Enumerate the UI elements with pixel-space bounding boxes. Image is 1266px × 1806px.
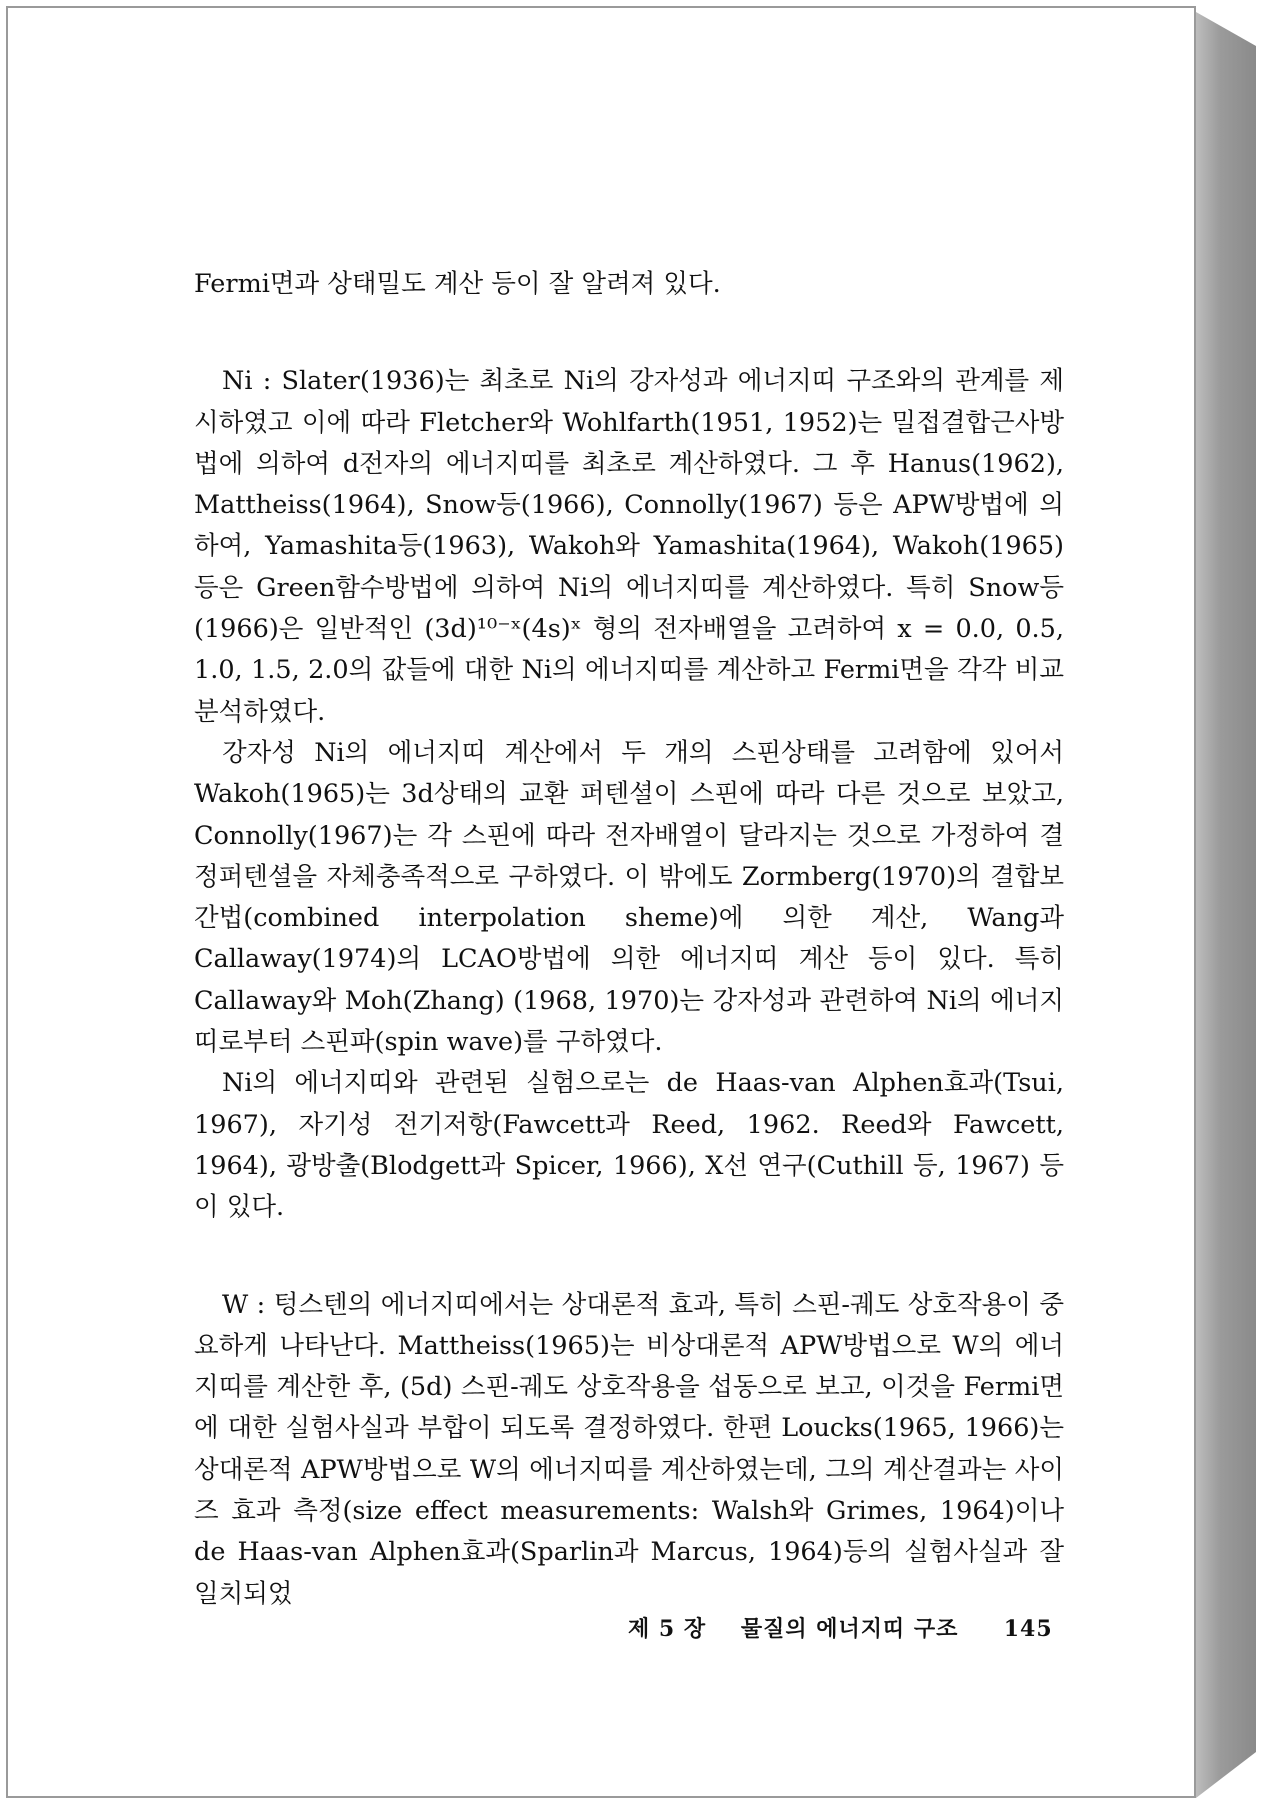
page-body — [194, 264, 1064, 1615]
footer-chapter: 제 5 장 — [628, 1616, 707, 1642]
paragraph-ni-experiments: Ni의 에너지띠와 관련된 실험으로는 de Haas-van Alphen효과(Tsui, 1967), 자기성 전기저항(Fawcett과 Reed, 1962. Reed와 Fawcett, 1964), 광방출(Blodgett과 Spicer, 1966), X선 연구(Cuthill 등, 1967) 등이 있다. — [194, 1068, 1064, 1223]
paragraph-ni-spin-states: 강자성 Ni의 에너지띠 계산에서 두 개의 스핀상태를 고려함에 있어서 Wakoh(1965)는 3d상태의 교환 퍼텐셜이 스핀에 따라 다른 것으로 보았고, Connolly(1967)는 각 스핀에 따라 전자배열이 달라지는 것으로 가정하여 결정퍼텐셜을 자체충족적으로 구하였다. 이 밖에도 Zormberg(1970)의 결합보간법(combined interpolation sheme)에 의한 계산, Wang과 Callaway(1974)의 LCAO방법에 의한 에너지띠 계산 등이 있다. 특히 Callaway와 Moh(Zhang) (1968, 1970)는 강자성과 관련하여 Ni의 에너지띠로부터 스핀파(spin wave)를 구하였다. — [194, 737, 1064, 1058]
section-gap — [194, 305, 1064, 361]
footer-title: 물질의 에너지띠 구조 — [740, 1616, 959, 1642]
page-edge-shadow — [1196, 12, 1256, 1798]
page-footer — [628, 1612, 1053, 1643]
paragraph-ni-calculations: Ni : Slater(1936)는 최초로 Ni의 강자성과 에너지띠 구조와의 관계를 제시하였고 이에 따라 Fletcher와 Wohlfarth(1951, 1952)는 밀접결합근사방법에 의하여 d전자의 에너지띠를 최초로 계산하였다. 그 후 Hanus(1962), Mattheiss(1964), Snow등(1966), Connolly(1967) 등은 APW방법에 의하여, Yamashita등(1963), Wakoh와 Yamashita(1964), Wakoh(1965) 등은 Green함수방법에 의하여 Ni의 에너지띠를 계산하였다. 특히 Snow등(1966)은 일반적인 (3d)¹⁰⁻ˣ(4s)ˣ 형의 전자배열을 고려하여 x = 0.0, 0.5, 1.0, 1.5, 2.0의 값들에 대한 Ni의 에너지띠를 계산하고 Fermi면을 각각 비교분석하였다. — [194, 366, 1064, 727]
paragraph-fermi-intro: Fermi면과 상태밀도 계산 등이 잘 알려져 있다. — [194, 269, 721, 299]
section-gap — [194, 1229, 1064, 1285]
page-number: 145 — [1003, 1616, 1053, 1642]
book-page — [6, 6, 1196, 1798]
paragraph-tungsten: W : 텅스텐의 에너지띠에서는 상대론적 효과, 특히 스핀-궤도 상호작용이 중요하게 나타난다. Mattheiss(1965)는 비상대론적 APW방법으로 W의 에너지띠를 계산한 후, (5d) 스핀-궤도 상호작용을 섭동으로 보고, 이것을 Fermi면에 대한 실험사실과 부합이 되도록 결정하였다. 한편 Loucks(1965, 1966)는 상대론적 APW방법으로 W의 에너지띠를 계산하였는데, 그의 계산결과는 사이즈 효과 측정(size effect measurements: Walsh와 Grimes, 1964)이나 de Haas-van Alphen효과(Sparlin과 Marcus, 1964)등의 실험사실과 잘 일치되었 — [194, 1289, 1064, 1609]
